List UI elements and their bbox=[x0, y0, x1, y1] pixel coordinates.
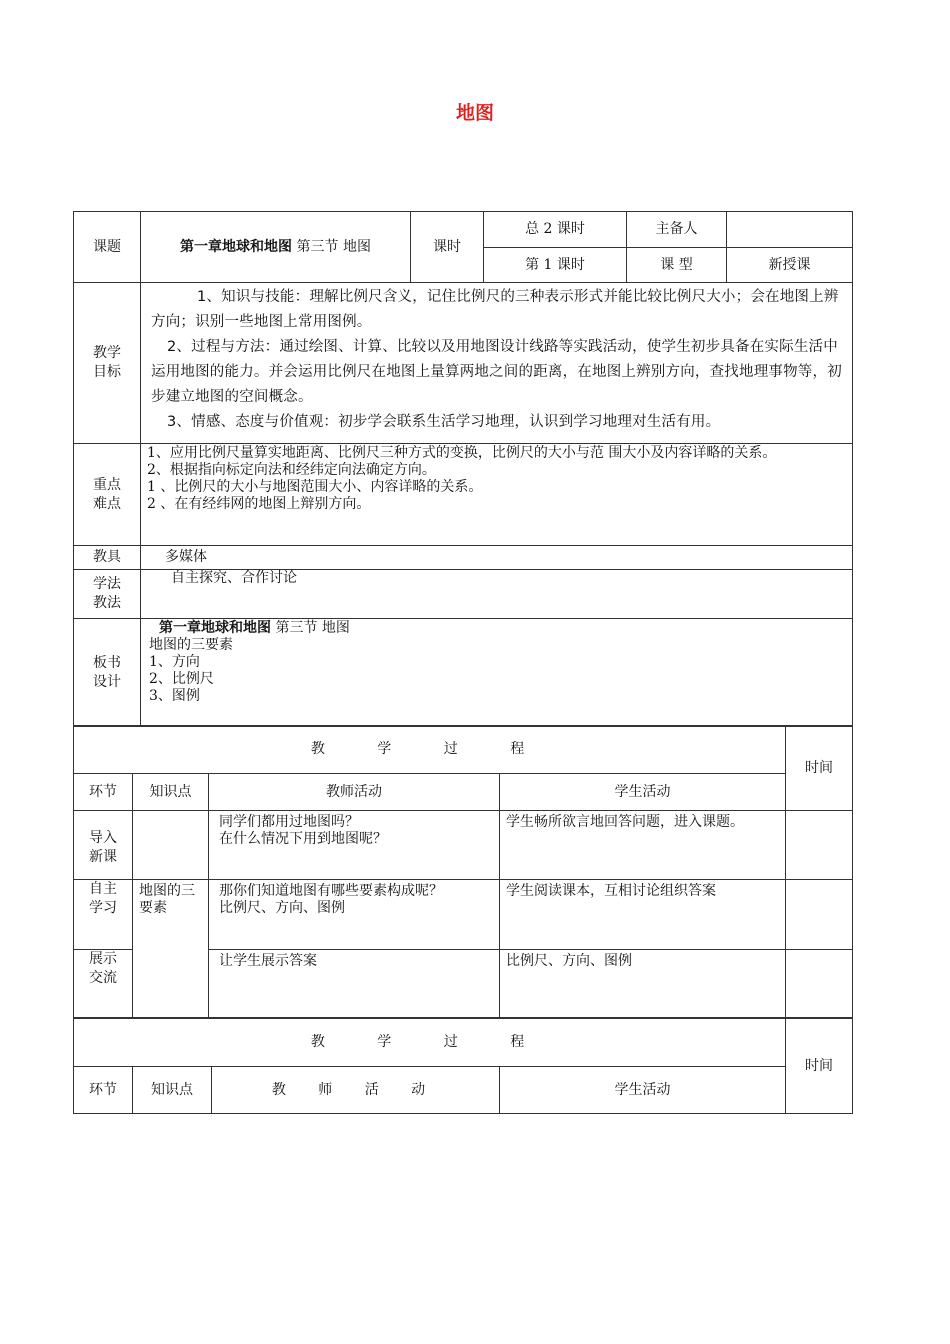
process-heading: 教 学 过 程 bbox=[74, 726, 786, 774]
methods-value: 自主探究、合作讨论 bbox=[141, 570, 853, 619]
type-value: 新授课 bbox=[727, 248, 853, 283]
objective-1: 1、知识与技能：理解比例尺含义，记住比例尺的三种表示形式并能比较比例尺大小；会在地图上辨方向；识别一些地图上常用图例。 bbox=[151, 289, 839, 330]
time-self-study bbox=[786, 880, 853, 950]
col-teacher: 教师活动 bbox=[209, 774, 500, 811]
process2-heading: 教 学 过 程 bbox=[74, 1019, 786, 1067]
board-section: 第三节 地图 bbox=[271, 620, 350, 636]
board-label: 板书设计 bbox=[74, 619, 141, 727]
knowledge-three-elements: 地图的三要素 bbox=[133, 880, 209, 1018]
teacher-self-study: 那你们知道地图有哪些要素构成呢？ 比例尺、方向、图例 bbox=[209, 880, 500, 950]
key-point-1: 1、应用比例尺量算实地距离、比例尺三种方式的变换，比例尺的大小与范 围大小及内容详略的关系。 bbox=[147, 445, 777, 461]
board-content bbox=[141, 619, 853, 727]
objectives-content bbox=[141, 283, 853, 444]
time-share bbox=[786, 950, 853, 1018]
key-points-content bbox=[141, 444, 853, 546]
board-line-1: 地图的三要素 bbox=[149, 637, 233, 653]
stage-share: 展示交流 bbox=[74, 950, 133, 1018]
total-hours: 总 2 课时 bbox=[484, 212, 627, 248]
preparer-value bbox=[727, 212, 853, 248]
time-intro bbox=[786, 811, 853, 880]
col2-teacher: 教 师 活 动 bbox=[212, 1067, 500, 1114]
page-title: 地图 bbox=[455, 102, 494, 124]
stage-self-study: 自主学习 bbox=[74, 880, 133, 950]
topic-chapter: 第一章地球和地图 bbox=[180, 238, 293, 255]
col2-stage: 环节 bbox=[74, 1067, 133, 1114]
type-label: 课 型 bbox=[627, 248, 727, 283]
key-point-3: 1 、比例尺的大小与地图范围大小、内容详略的关系。 bbox=[147, 479, 483, 495]
current-hour: 第 1 课时 bbox=[484, 248, 627, 283]
board-line-4: 3、图例 bbox=[149, 688, 200, 704]
col-student: 学生活动 bbox=[500, 774, 786, 811]
process-table bbox=[73, 725, 853, 1018]
objective-3: 3、情感、态度与价值观：初步学会联系生活学习地理，认识到学习地理对生活有用。 bbox=[167, 414, 721, 430]
knowledge-intro bbox=[133, 811, 209, 880]
topic-section: 第三节 地图 bbox=[292, 238, 371, 255]
col-knowledge: 知识点 bbox=[133, 774, 209, 811]
topic-label: 课题 bbox=[74, 212, 141, 283]
preparer-label: 主备人 bbox=[627, 212, 727, 248]
key-points-label: 重点难点 bbox=[74, 444, 141, 546]
process2-time-label: 时间 bbox=[786, 1019, 853, 1114]
objectives-label: 教学目标 bbox=[74, 283, 141, 444]
board-line-3: 2、比例尺 bbox=[149, 671, 214, 687]
key-point-4: 2 、在有经纬网的地图上辩别方向。 bbox=[147, 496, 371, 512]
student-share: 比例尺、方向、图例 bbox=[500, 950, 786, 1018]
board-chapter: 第一章地球和地图 bbox=[159, 620, 271, 636]
student-self-study: 学生阅读课本，互相讨论组织答案 bbox=[500, 880, 786, 950]
col-stage: 环节 bbox=[74, 774, 133, 811]
board-line-2: 1、方向 bbox=[149, 654, 200, 670]
student-intro: 学生畅所欲言地回答问题，进入课题。 bbox=[500, 811, 786, 880]
process-table-2 bbox=[73, 1018, 853, 1114]
topic-value bbox=[141, 212, 411, 283]
col2-knowledge: 知识点 bbox=[133, 1067, 212, 1114]
teacher-intro: 同学们都用过地图吗？ 在什么情况下用到地图呢？ bbox=[209, 811, 500, 880]
methods-label: 学法教法 bbox=[74, 570, 141, 619]
objective-2: 2、过程与方法：通过绘图、计算、比较以及用地图设计线路等实践活动，使学生初步具备在实际生活中运用地图的能力。并会运用比例尺在地图上量算两地之间的距离，在地图上辨别方向，查找地理事物等，初步建立地图的空间概念。 bbox=[151, 339, 842, 405]
stage-intro: 导入新课 bbox=[74, 811, 133, 880]
tools-label: 教具 bbox=[74, 546, 141, 570]
teacher-share: 让学生展示答案 bbox=[209, 950, 500, 1018]
hours-label: 课时 bbox=[411, 212, 484, 283]
process-time-label: 时间 bbox=[786, 726, 853, 811]
lesson-info-table bbox=[73, 211, 853, 727]
key-point-2: 2、根据指向标定向法和经纬定向法确定方向。 bbox=[147, 462, 436, 478]
tools-value: 多媒体 bbox=[141, 546, 853, 570]
col2-student: 学生活动 bbox=[500, 1067, 786, 1114]
